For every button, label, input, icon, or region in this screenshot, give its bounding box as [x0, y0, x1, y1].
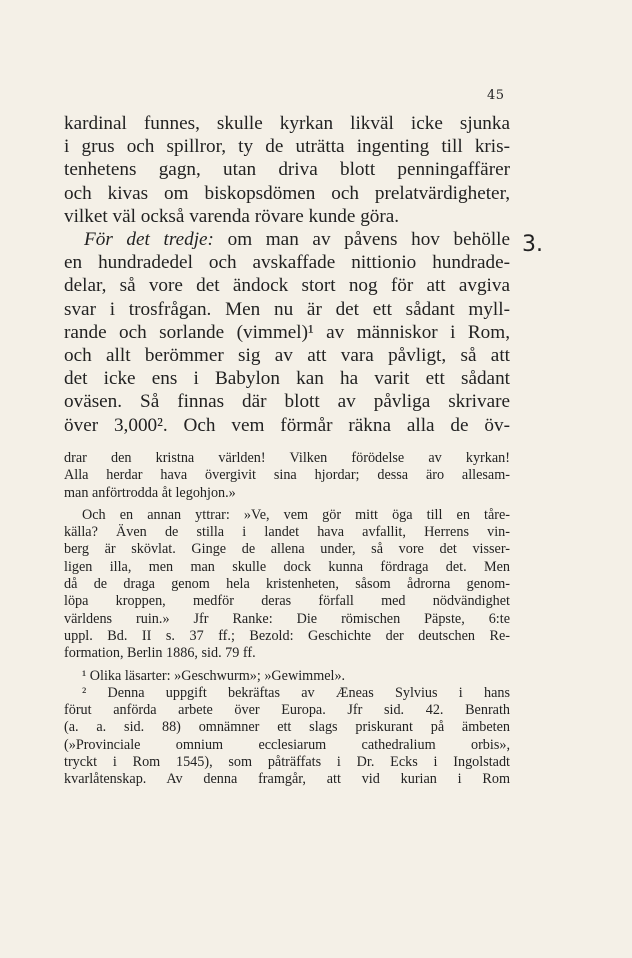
footnote-2-line: (»Provinciale omnium ecclesiarum cathedralium orbis»,	[64, 736, 510, 753]
footnote-line: berg är skövlat. Ginge de allena under, så vore det visser-	[64, 541, 510, 558]
footnote-line: uppl. Bd. II s. 37 ff.; Bezold: Geschichte der deutschen Re-	[64, 627, 510, 644]
footnote-2-line: ² Denna uppgift bekräftas av Æneas Sylvius i hans	[82, 684, 510, 701]
text-line: svar i trosfrågan. Men nu är det ett sådant myll-	[64, 298, 510, 320]
footnote-line: Alla herdar hava övergivit sina hjordar; dessa äro allesam-	[64, 467, 510, 484]
text-line: över 3,000². Och vem förmår räkna alla de öv-	[64, 414, 510, 436]
footnote-line: då de draga genom hela kristenheten, såsom ådrorna genom-	[64, 576, 510, 593]
footnote-2-line: tryckt i Rom 1545), som påträffats i Dr. Ecks i Ingolstadt	[64, 754, 510, 771]
text-line: vilket väl också varenda rövare kunde göra.	[64, 205, 400, 227]
text-line-rest: om man av påvens hov behölle	[213, 229, 511, 251]
text-line: i grus och spillror, ty de uträtta ingenting till kris-	[64, 136, 510, 158]
footnote-line: löpa kroppen, medför deras förfall med nödvändighet	[64, 593, 510, 610]
footnote-line: Och en annan yttrar: »Ve, vem gör mitt öga till en tåre-	[82, 506, 510, 523]
footnote-2-line: (a. a. sid. 88) omnämner ett slags priskurant på ämbeten	[64, 719, 510, 736]
footnote-line: källa? Även de stilla i landet hava avfallit, Herrens vin-	[64, 524, 510, 541]
footnote-line: världens ruin.» Jfr Ranke: Die römischen Päpste, 6:te	[64, 610, 510, 627]
text-line: kardinal funnes, skulle kyrkan likväl icke sjunka	[64, 113, 510, 134]
text-line: en hundradedel och avskaffade nittionio hundrade-	[64, 252, 510, 274]
footnote-line: ligen illa, men man skulle dock kunna fördraga det. Men	[64, 558, 510, 575]
footnote-line: man anförtrodda åt legohjon.»	[64, 484, 236, 501]
footnote-2-line: kvarlåtenskap. Av denna framgår, att vid kurian i Rom	[64, 771, 510, 788]
text-line: delar, så vore det ändock stort nog för att avgiva	[64, 275, 510, 297]
main-text-block	[64, 112, 510, 437]
text-line: det icke ens i Babylon kan ha varit ett sådant	[64, 368, 510, 390]
text-line: och allt berömmer sig av att vara påvligt, så att	[64, 345, 510, 367]
footnotes-block	[64, 450, 510, 789]
footnote-1: ¹ Olika läsarter: »Geschwurm»; »Gewimmel».	[82, 667, 346, 684]
text-line: tenhetens gagn, utan driva blott penningaffärer	[64, 159, 510, 181]
text-line	[64, 228, 510, 251]
page-number: 45	[487, 88, 505, 103]
text-line: och kivas om biskopsdömen och prelatvärdigheter,	[64, 182, 510, 204]
section-heading-italic: För det tredje:	[84, 229, 214, 251]
text-line: oväsen. Så finnas där blott av påvliga skrivare	[64, 391, 510, 413]
margin-section-number: 3.	[522, 232, 543, 257]
footnote-line: drar den kristna världen! Vilken förödelse av kyrkan!	[64, 450, 510, 466]
text-line: rande och sorlande (vimmel)¹ av människor i Rom,	[64, 321, 510, 343]
footnote-2-line: förut anförda arbete över Europa. Jfr sid. 42. Benrath	[64, 702, 510, 719]
footnote-line: formation, Berlin 1886, sid. 79 ff.	[64, 645, 256, 662]
